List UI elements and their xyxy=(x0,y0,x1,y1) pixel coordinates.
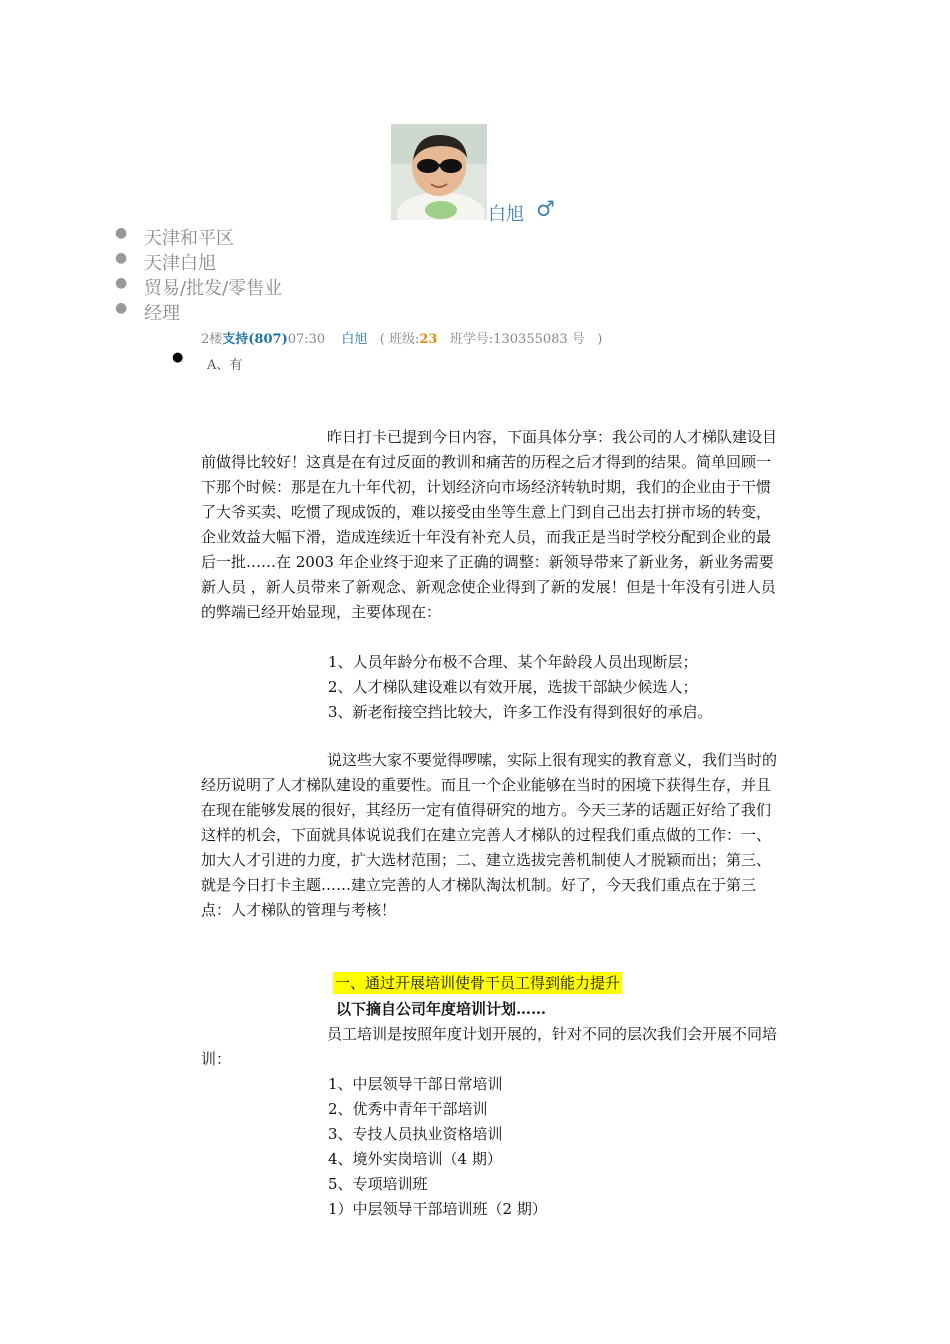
author-link[interactable]: 白旭 xyxy=(341,332,368,347)
meta-close: ) xyxy=(597,332,603,347)
profile-industry: ● 贸易/批发/零售业 xyxy=(115,275,283,299)
issue-item: 3、新老衔接空挡比较大，许多工作没有得到很好的承启。 xyxy=(328,703,713,721)
post-time: 07:30 xyxy=(287,332,326,347)
training-item: 3、专技人员执业资格培训 xyxy=(328,1125,503,1143)
profile-company: ● 天津白旭 xyxy=(115,250,216,274)
profile-position: ● 经理 xyxy=(115,300,180,324)
section-heading: 一、通过开展培训使骨干员工得到能力提升 xyxy=(335,974,621,992)
grade-value: 23 xyxy=(419,332,438,347)
post-meta xyxy=(201,328,602,347)
paragraph-training: 员工培训是按照年度计划开展的，针对不同的层次我们会开展不同培训： xyxy=(201,1025,778,1068)
section-subheading: 以下摘自公司年度培训计划…… xyxy=(336,1000,547,1018)
training-item: 2、优秀中青年干部培训 xyxy=(328,1100,488,1118)
avatar-photo xyxy=(391,124,487,220)
bullet-icon: ● xyxy=(115,300,128,316)
bullet-icon: ● xyxy=(172,350,184,365)
avatar[interactable] xyxy=(391,124,487,220)
grade-label: ( 班级: xyxy=(379,332,420,347)
bullet-icon: ● xyxy=(115,250,128,266)
training-item: 1、中层领导干部日常培训 xyxy=(328,1075,503,1093)
floor-number: 2楼 xyxy=(201,332,223,347)
support-link[interactable]: 支持(807) xyxy=(222,332,288,347)
profile-location: ● 天津和平区 xyxy=(115,225,234,249)
training-item: 1）中层领导干部培训班（2 期） xyxy=(328,1200,547,1218)
bullet-icon: ● xyxy=(115,225,128,241)
training-item: 5、专项培训班 xyxy=(328,1175,428,1193)
gender-male-icon: ♂ xyxy=(536,197,555,221)
username-link[interactable]: 白旭 xyxy=(488,204,524,225)
student-id: 班学号:130355083 号 xyxy=(449,332,585,347)
paragraph-importance: 说这些大家不要觉得啰嗦，实际上很有现实的教育意义，我们当时的经历说明了人才梯队建设的重要性。而且一个企业能够在当时的困境下获得生存，并且在现在能够发展的很好，其经历一定有值得研究的地方。今天三茅的话题正好给了我们这样的机会，下面就具体说说我们在建立完善人才梯队的过程我们重点做的工作：一、加大人才引进的力度，扩大选材范围；二、建立选拔完善机制使人才脱颖而出；第三、就是今日打卡主题……建立完善的人才梯队淘汰机制。好了，今天我们重点在于第三点：人才梯队的管理与考核！ xyxy=(201,751,778,919)
reply-option: A、有 xyxy=(207,358,243,373)
training-item: 4、境外实岗培训（4 期） xyxy=(328,1150,502,1168)
bullet-icon: ● xyxy=(115,275,128,291)
paragraph-history: 昨日打卡已提到今日内容，下面具体分享：我公司的人才梯队建设目前做得比较好！这真是在有过反面的教训和痛苦的历程之后才得到的结果。简单回顾一下那个时候：那是在九十年代初，计划经济向市场经济转轨时期，我们的企业由于干惯了大爷买卖、吃惯了现成饭的，难以接受由坐等生意上门到自己出去打拼市场的转变，企业效益大幅下滑，造成连续近十年没有补充人员，而我正是当时学校分配到企业的最后一批……在 2003 年企业终于迎来了正确的调整：新领导带来了新业务，新业务需要新人员 ，新人员带来了新观念、新观念使企业得到了新的发展！但是十年没有引进人员的弊端已经开始显现，主要体现在： xyxy=(201,428,778,621)
issue-item: 2、人才梯队建设难以有效开展，选拔干部缺少候选人； xyxy=(328,678,698,696)
issue-item: 1、人员年龄分布极不合理、某个年龄段人员出现断层； xyxy=(328,653,698,671)
